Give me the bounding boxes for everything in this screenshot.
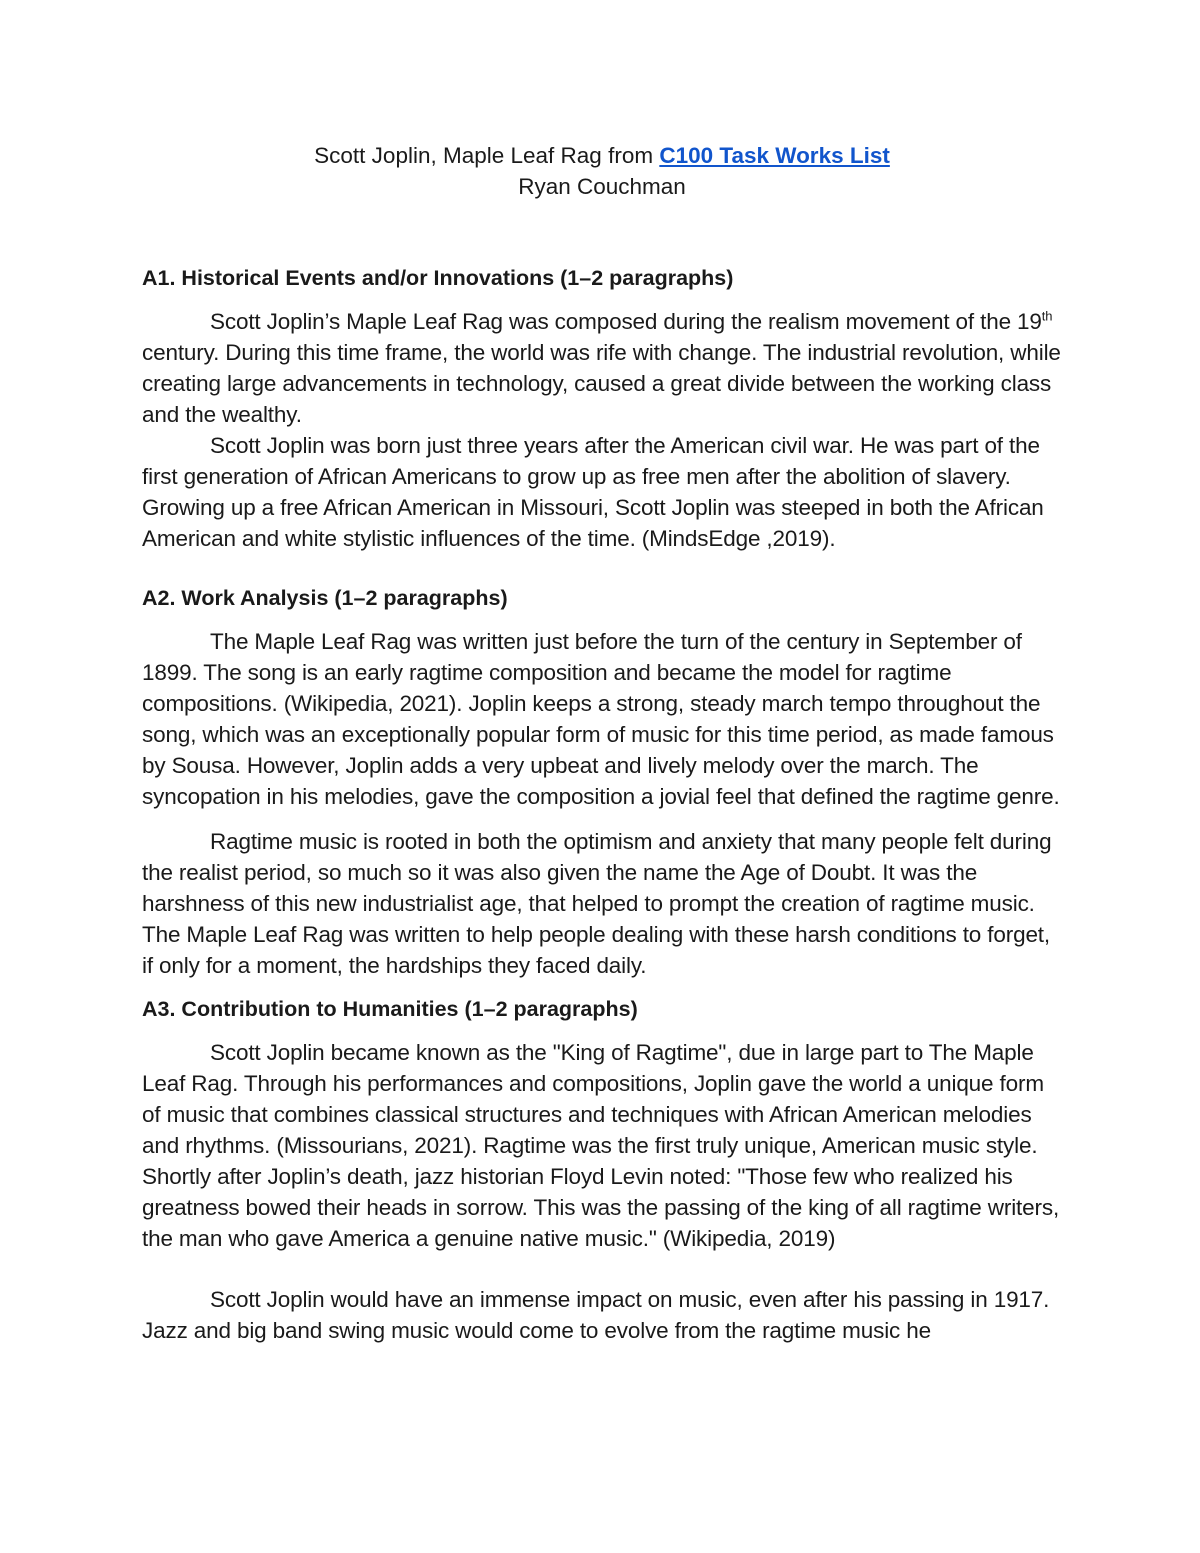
a1-p1-text: Scott Joplin’s Maple Leaf Rag was composed during the realism movement of the 19 <box>210 309 1042 334</box>
a1-p1-text-cont: century. During this time frame, the world was rife with change. The industrial revolution, while creating large advancements in technology, caused a great divide between the working class and the wealthy. <box>142 340 1061 427</box>
section-a1-paragraph-1 <box>142 306 1062 430</box>
section-a2-heading: A2. Work Analysis (1–2 paragraphs) <box>142 586 508 610</box>
section-a2-paragraph-1: The Maple Leaf Rag was written just before the turn of the century in September of 1899. The song is an early ragtime composition and became the model for ragtime compositions. (Wikipedia, 2021). Joplin keeps a strong, steady march tempo throughout the song, which was an exceptionally popular form of music for this time period, as made famous by Sousa. However, Joplin adds a very upbeat and lively melody over the march. The syncopation in his melodies, gave the composition a jovial feel that defined the ragtime genre. <box>142 629 1060 809</box>
section-a3-heading: A3. Contribution to Humanities (1–2 paragraphs) <box>142 997 638 1021</box>
author-name: Ryan Couchman <box>518 174 686 199</box>
works-list-link[interactable]: C100 Task Works List <box>659 143 890 168</box>
a1-p1-superscript: th <box>1041 308 1053 324</box>
section-a1-heading: A1. Historical Events and/or Innovations (1–2 paragraphs) <box>142 266 734 290</box>
section-a2-paragraph-2: Ragtime music is rooted in both the optimism and anxiety that many people felt during the realist period, so much so it was also given the name the Age of Doubt. It was the harshness of this new industrialist age, that helped to prompt the creation of ragtime music. The Maple Leaf Rag was written to help people dealing with these harsh conditions to forget, if only for a moment, the hardships they faced daily. <box>142 829 1052 978</box>
document-page <box>142 140 1062 1346</box>
section-a3-paragraph-2: Scott Joplin would have an immense impact on music, even after his passing in 1917. Jazz and big band swing music would come to evolve from the ragtime music he <box>142 1287 1050 1343</box>
title-prefix: Scott Joplin, Maple Leaf Rag from <box>314 143 660 168</box>
document-title <box>142 140 1062 171</box>
section-a1-paragraph-2: Scott Joplin was born just three years after the American civil war. He was part of the first generation of African Americans to grow up as free men after the abolition of slavery. Growing up a free African American in Missouri, Scott Joplin was steeped in both the African American and white stylistic influences of the time. (MindsEdge ,2019). <box>142 433 1044 551</box>
section-a3-paragraph-1: Scott Joplin became known as the "King of Ragtime", due in large part to The Maple Leaf Rag. Through his performances and compositions, Joplin gave the world a unique form of music that combines classical structures and techniques with African American melodies and rhythms. (Missourians, 2021). Ragtime was the first truly unique, American music style. Shortly after Joplin’s death, jazz historian Floyd Levin noted: "Those few who realized his greatness bowed their heads in sorrow. This was the passing of the king of all ragtime writers, the man who gave America a genuine native music." (Wikipedia, 2019) <box>142 1040 1060 1251</box>
